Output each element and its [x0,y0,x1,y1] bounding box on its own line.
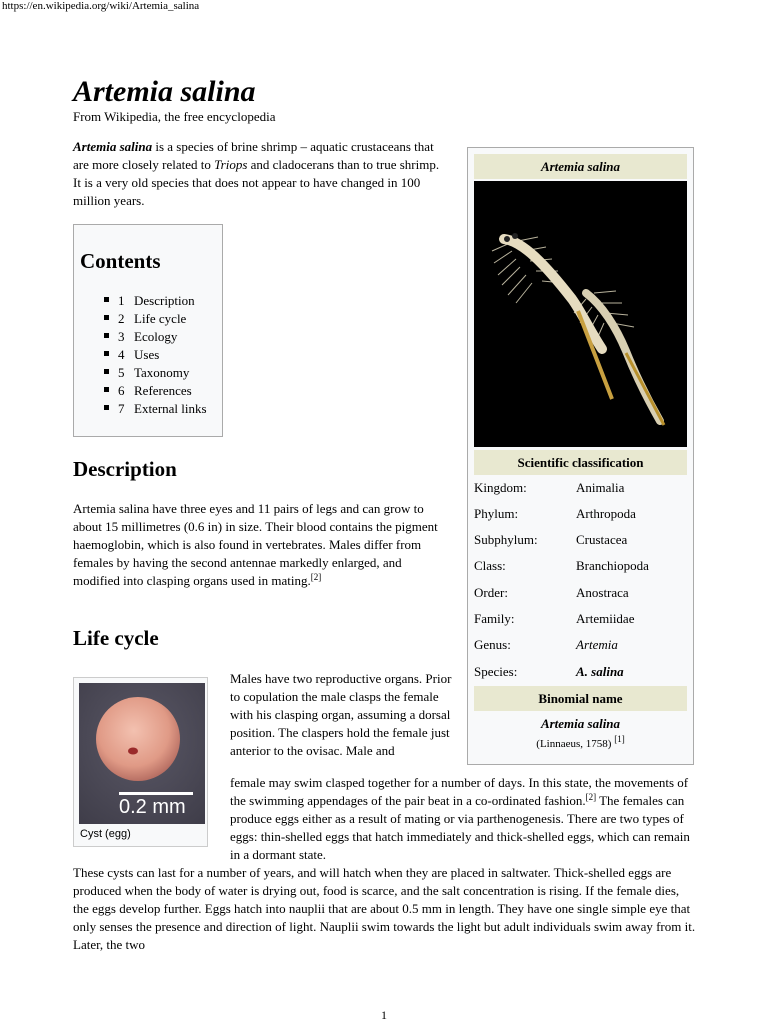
taxon-rank: Subphylum: [474,532,538,547]
triops-link[interactable]: Triops [214,157,248,172]
bullet-icon [104,315,109,320]
bullet-icon [104,405,109,410]
toc-number: 6 [118,383,125,398]
life-cycle-heading: Life cycle [73,626,159,650]
citation-link[interactable]: [1] [614,734,625,744]
cyst-figure [73,677,208,847]
taxon-row-order [474,584,687,602]
toc-item-external-links[interactable] [104,400,207,418]
scale-bar-label: 0.2 mm [119,796,186,818]
life-cycle-paragraph-1: Males have two reproductive organs. Prior to copulation the male clasps the female with his clasping organ, assuming a dorsal position. The claspers hold the female just anterior to the ovisac. Male and [230,671,452,758]
life-cycle-text-2a: female may swim clasped together for a number of days. In this state, the movements of the swimming appendages of the pair beat in a co-ordinated fashion. [230,775,689,808]
toc-label[interactable]: Taxonomy [134,365,190,380]
taxon-value[interactable]: Animalia [576,480,625,495]
life-cycle-paragraph-2 [230,774,698,864]
bullet-icon [104,369,109,374]
toc-number: 2 [118,311,125,326]
taxon-row-subphylum [474,531,687,549]
description-heading: Description [73,457,177,481]
infobox-title: Artemia salina [474,154,687,179]
toc-number: 7 [118,401,125,416]
cyst-image[interactable] [79,683,205,824]
life-cycle-text-2b: The females can produce eggs either as a result of mating or via parthenogenesis. There are two types of eggs: thin-shelled eggs that hatch immediately and thick-shelled eggs, which can remain in a dormant state. [230,793,690,862]
contents-heading: Contents [80,249,161,273]
taxon-value[interactable]: Crustacea [576,532,628,547]
page-title: Artemia salina [73,75,256,108]
toc-number: 3 [118,329,125,344]
toc-label[interactable]: Uses [134,347,160,362]
description-paragraph [73,500,445,590]
toc-item-references[interactable] [104,382,207,400]
taxon-value: A. salina [576,664,624,679]
toc-number: 1 [118,293,125,308]
intro-text-1: is a species of brine shrimp – aquatic crustaceans that are more closely related to [73,139,434,172]
classification-heading: Scientific classification [474,450,687,475]
bullet-icon [104,297,109,302]
taxon-row-genus [474,636,687,654]
bullet-icon [104,351,109,356]
taxon-value[interactable]: Arthropoda [576,506,636,521]
taxon-row-phylum [474,505,687,523]
page-subtitle: From Wikipedia, the free encyclopedia [73,109,276,124]
toc-label[interactable]: Description [134,293,195,308]
binomial-authority [468,734,693,750]
taxon-rank: Class: [474,558,506,573]
toc-label[interactable]: Life cycle [134,311,187,326]
taxon-value[interactable]: Branchiopoda [576,558,649,573]
bullet-icon [104,333,109,338]
intro-species-name: Artemia salina [73,139,153,154]
taxon-row-class [474,557,687,575]
toc-label[interactable]: External links [134,401,207,416]
binomial-heading: Binomial name [474,686,687,711]
taxon-rank: Genus: [474,637,511,652]
intro-paragraph [73,138,448,210]
toc-list [104,292,207,418]
table-of-contents [73,224,223,437]
description-text: Artemia salina have three eyes and 11 pairs of legs and can grow to about 15 millimetres (0.6 in) in size. Their blood contains the pigment haemoglobin, which is also found in vertebrates. Males differ from females by having the second antennae markedly enlarged, and modified into clasping organs used in mating. [73,501,438,588]
taxon-rank: Phylum: [474,506,519,521]
taxon-value[interactable]: Anostraca [576,585,629,600]
bullet-icon [104,387,109,392]
taxon-row-family [474,610,687,628]
brine-shrimp-photo-icon [474,181,687,447]
taxon-value[interactable]: Artemia [576,637,618,652]
taxon-rank: Kingdom: [474,480,527,495]
brine-shrimp-image[interactable] [474,181,687,447]
binomial-name: Artemia salina [540,716,621,731]
toc-number: 5 [118,365,125,380]
taxon-rank: Order: [474,585,508,600]
page-number: 1 [381,1008,387,1022]
cyst-caption: Cyst (egg) [80,828,131,840]
infobox [467,147,694,765]
taxon-rank: Species: [474,664,518,679]
toc-number: 4 [118,347,125,362]
toc-item-uses[interactable] [104,346,207,364]
toc-label[interactable]: Ecology [134,329,178,344]
page-url[interactable]: https://en.wikipedia.org/wiki/Artemia_salina [2,0,200,12]
toc-item-ecology[interactable] [104,328,207,346]
toc-label[interactable]: References [134,383,192,398]
taxon-rank: Family: [474,611,515,626]
toc-item-life-cycle[interactable] [104,310,207,328]
authority-text: (Linnaeus, 1758) [536,738,612,750]
taxon-row-species [474,663,687,681]
citation-link[interactable]: [2] [585,792,597,802]
taxon-value[interactable]: Artemiidae [576,611,635,626]
toc-item-taxonomy[interactable] [104,364,207,382]
taxon-row-kingdom [474,479,687,497]
toc-item-description[interactable] [104,292,207,310]
life-cycle-paragraph-3: These cysts can last for a number of years, and will hatch when they are placed in saltwater. Thick-shelled eggs are produced when the body of water is drying out, food is scarce, and the salt concentration is rising. If the female dies, the eggs develop further. Eggs hatch into nauplii that are about 0.5 mm in length. They have one single simple eye that only senses the presence and direction of light. Nauplii swim towards the light but adult individuals swim away from it. Later, the two [73,865,696,952]
citation-link[interactable]: [2] [310,572,322,582]
intro-text-2: and cladocerans than to true shrimp. It is a very old species that does not appear to have changed in 100 million years. [73,157,440,208]
